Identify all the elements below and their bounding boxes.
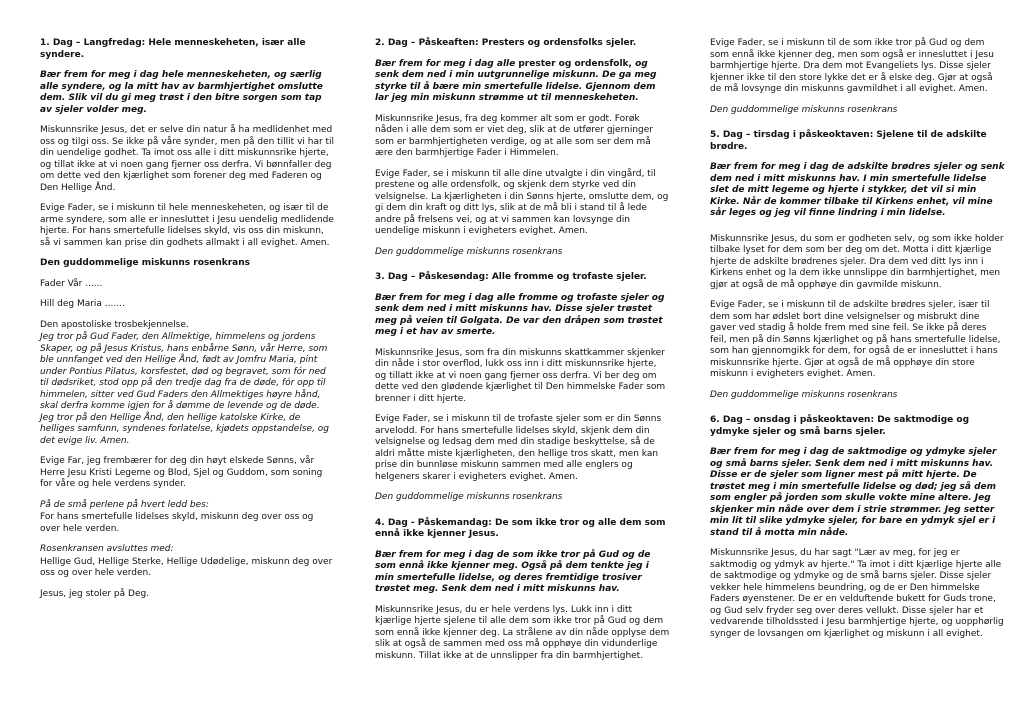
rosary-title: Den guddommelige miskunns rosenkrans bbox=[40, 258, 251, 268]
day2-words-seg2: prester og ordensfolk, bbox=[518, 58, 636, 69]
day3-heading: 3. Dag – Påskesøndag: Alle fromme og trofaste sjeler. bbox=[375, 272, 647, 282]
creed-label: Den apostoliske trosbekjennelse. bbox=[40, 319, 189, 330]
day1-prayer-father: Evige Fader, se i miskunn til hele menneskeheten, og især til de arme syndere, som alle er innesluttet i Jesu uendelig medlidende hjerte. For hans smertefulle lidelses skyld, vis oss din miskunn, så vi sammen kan prise din godhets allmakt i all evighet. Amen. bbox=[40, 203, 334, 248]
day5-jesus-words: Bær frem for meg i dag de adskilte brødres sjeler og senk dem ned i mitt miskunns hav. I min smertefulle lidelse slet de mitt legeme og hjerte i stykker, det vil si min Kirke. Når de kommer tilbake til Kirkens enhet, vil mine sår leges og jeg vil finne lindring i min lidelse. bbox=[710, 162, 1005, 218]
small-beads-label: På de små perlene på hvert ledd bes: bbox=[40, 499, 209, 510]
day2-words-seg3: og senk dem ned i min uutgrunnelige miskunn. De ga meg styrke til å bære min smertefulle lidelse. Gjennom dem lar jeg min miskunn strømme ut til menneskeheten. bbox=[375, 58, 657, 103]
day1-heading: 1. Dag – Langfredag: Hele menneskeheten, især alle syndere. bbox=[40, 38, 306, 60]
day3-prayer-jesus: Miskunnsrike Jesus, som fra din miskunns skattkammer skjenker din nåde i stor overflod, lukk oss inn i ditt miskunnsrike hjerte, og tillatt ikke at vi noen gang fjerner oss derfra. Vi ber deg om dette ved den glødende kjærlighet til Den himmelske Fader som brenner i ditt hjerte. bbox=[375, 347, 666, 404]
day5-heading: 5. Dag – tirsdag i påskeoktaven: Sjelene til de adskilte brødre. bbox=[710, 130, 987, 152]
day6-jesus-words: Bær frem for meg i dag de saktmodige og ydmyke sjeler og små barns sjeler. Senk dem ned i mitt miskunns hav. Disse er de sjeler som ligner mest på mitt hjerte. De trøstet meg i min smertefulle lidelse og død; jeg så dem som engler på jorden som skulle vokte mine altere. Jeg skjenker min nåde over dem i strie strømmer. Jeg setter min lit til slike ydmyke sjeler, for bare en ydmyk sjel er i stand til å motta min nåde. bbox=[710, 447, 997, 538]
small-beads-prayer: For hans smertefulle lidelses skyld, miskunn deg over oss og over hele verden. bbox=[40, 512, 314, 534]
day4-heading: 4. Dag - Påskemandag: De som ikke tror og alle dem som ennå ikke kjenner Jesus. bbox=[375, 517, 666, 539]
day6-heading: 6. Dag – onsdag i påskeoktaven: De saktmodige og ydmyke sjeler og små barns sjeler. bbox=[710, 415, 970, 437]
rosary-note: Den guddommelige miskunns rosenkrans bbox=[710, 389, 898, 400]
apostles-creed: Jeg tror på Gud Fader, den Allmektige, himmelens og jordens Skaper, og på Jesus Kristus, hans enbårne Sønn, vår Herre, som ble unnfanget ved den Hellige Ånd, født av Jomfru Maria, pint under Pontius Pilatus, korsfestet, død og begravet, som fór ned til dødsriket, stod opp på den tredje dag fra de døde, fór opp til himmelen, sitter ved Gud Faders den Allmektiges høyre hånd, skal derfra komme igjen for å dømme de levende og de døde. Jeg tror på den Hellige Ånd, den hellige katolske Kirke, de helliges samfunn, syndenes forlatelse, kjødets oppstandelse, og det evige liv. Amen. bbox=[40, 332, 330, 446]
day2-prayer-father: Evige Fader, se i miskunn til alle dine utvalgte i din vingård, til prestene og alle ordensfolk, og skjenk dem styrke ved din velsignelse. La kjærligheten i din Sønns hjerte, omslutte dem, og gi dem din kraft og ditt lys, slik at de må bli i stand til å lede andre på frelsens vei, og at vi sammen kan lovsynge din uendelige miskunn i evigheters evighet. Amen. bbox=[375, 168, 669, 236]
day1-jesus-words: Bær frem for meg i dag hele menneskeheten, og særlig alle syndere, og la mitt hav av barmhjertighet omslutte dem. Slik vil du gi meg trøst i den bitre sorgen som tap av sjeler volder meg. bbox=[40, 70, 323, 115]
our-father-line: Fader Vår ...... bbox=[40, 278, 103, 289]
day2-words-seg1: Bær frem for meg i dag alle bbox=[375, 58, 519, 69]
closing-label: Rosenkransen avsluttes med: bbox=[40, 544, 174, 554]
eternal-father-offering: Evige Far, jeg frembærer for deg din høyt elskede Sønns, vår Herre Jesu Kristi Legeme og Blod, Sjel og Guddom, som soning for våre og hele verdens synder. bbox=[40, 456, 323, 489]
day4-prayer-jesus: Miskunnsrike Jesus, du er hele verdens lys. Lukk inn i ditt kjærlige hjerte sjelene til alle dem som ikke tror på Gud og dem som ennå ikke kjenner deg. La strålene av din nåde opplyse dem slik at også de sammen med oss må opphøye din vidunderlige miskunn. Tillat ikke at de unnslipper fra din barmhjertighet. bbox=[375, 604, 670, 661]
day2-prayer-jesus: Miskunnsrike Jesus, fra deg kommer alt som er godt. Forøk nåden i alle dem som er viet deg, slik at de utfører gjerninger som er barmhjertigheten verdige, og at alle som ser dem må ære den barmhjertige Fader i Himmelen. bbox=[375, 113, 653, 158]
rosary-note: Den guddommelige miskunns rosenkrans bbox=[375, 246, 563, 257]
hail-mary-line: Hill deg Maria ....... bbox=[40, 299, 125, 309]
day5-prayer-jesus: Miskunnsrike Jesus, du som er godheten selv, og som ikke holder tilbake lyset for dem som ber deg om det. Motta i ditt kjærlige hjerte de adskilte brødrenes sjeler. Dra dem ved ditt lys inn i Kirkens enhet og la dem ikke unnslippe din barmhjertighet, men gjør at også de må opphøye din gavmilde miskunn. bbox=[710, 233, 1004, 290]
column-3 bbox=[710, 38, 1005, 714]
day2-jesus-words bbox=[375, 59, 670, 105]
day2-heading: 2. Dag – Påskeaften: Presters og ordensfolks sjeler. bbox=[375, 38, 637, 48]
rosary-note: Den guddommelige miskunns rosenkrans bbox=[375, 492, 563, 502]
column-1 bbox=[40, 38, 335, 714]
day4-prayer-father: Evige Fader, se i miskunn til de som ikke tror på Gud og dem som ennå ikke kjenner deg, men som også er innesluttet i Jesu barmhjertige hjerte. Dra dem mot Evangeliets lys. Disse sjeler kjenner ikke til den store lykke det er å elske deg. Gjør at også de må lovsynge din miskunns gavmildhet i all evighet. Amen. bbox=[710, 38, 994, 94]
day3-prayer-father: Evige Fader, se i miskunn til de trofaste sjeler som er din Sønns arvelodd. For hans smertefulle lidelses skyld, skjenk dem din velsignelse og ledsag dem med din stadige beskyttelse, så de aldri måtte miste kjærligheten, den hellige tros skatt, men kan prise din bunnløse miskunn sammen med alle englers og helgeners skarer i evigheters evighet. Amen. bbox=[375, 414, 662, 482]
column-2 bbox=[375, 38, 670, 714]
closing-prayer: Hellige Gud, Hellige Sterke, Hellige Udødelige, miskunn deg over oss og over hele verden. bbox=[40, 556, 333, 578]
day5-prayer-father: Evige Fader, se i miskunn til de adskilte brødres sjeler, især til dem som har ødslet bort dine velsignelser og misbrukt dine gaver ved stadig å holde frem med sine feil. Se ikke på deres feil, men på din Sønns kjærlighet og på hans smertefulle lidelse, som han gjennomgikk for dem, for også de er innesluttet i hans miskunnsrike hjerte. Gjør at også de må opphøye din store miskunn i evigheters evighet. Amen. bbox=[710, 300, 1001, 379]
day1-prayer-jesus: Miskunnsrike Jesus, det er selve din natur å ha medlidenhet med oss og tilgi oss. Se ikke på våre synder, men på den tillit vi har til din uendelige godhet. Ta imot oss alle i ditt miskunnsrike hjerte, og tillat ikke at vi noen gang fjerner oss derfra. Vi bønnfaller deg om dette ved den kjærlighet som forener deg med Faderen og Den Hellige Ånd. bbox=[40, 125, 335, 193]
day6-prayer-jesus: Miskunnsrike Jesus, du har sagt "Lær av meg, for jeg er saktmodig og ydmyk av hjerte." Ta imot i ditt kjærlige hjerte alle de saktmodige og ydmyke og de små barns sjeler. Disse sjeler vekker hele himmelens beundring, og de er Den himmelske Faders øyenstener. De er en velduftende bukett for Guds trone, og Gud selv fryder seg over deres vellukt. Disse sjeler har et vedvarende tilholdssted i Jesu barmhjertige hjerte, og uopphørlig synger de lovsangen om kjærlighet og miskunn i all evighet. bbox=[710, 548, 1004, 639]
rosary-note: Den guddommelige miskunns rosenkrans bbox=[710, 104, 898, 115]
day4-jesus-words: Bær frem for meg i dag de som ikke tror på Gud og de som ennå ikke kjenner meg. Også på dem tenkte jeg i min smertefulle lidelse, og deres fremtidige trosiver trøstet meg. Senk dem ned i mitt miskunns hav. bbox=[375, 549, 651, 594]
day3-jesus-words: Bær frem for meg i dag alle fromme og trofaste sjeler og senk dem ned i mitt miskunns hav. Disse sjeler trøstet meg på veien til Golgata. De var den dråpen som trøstet meg i et hav av smerte. bbox=[375, 292, 665, 337]
jesus-i-trust-line: Jesus, jeg stoler på Deg. bbox=[40, 588, 150, 599]
